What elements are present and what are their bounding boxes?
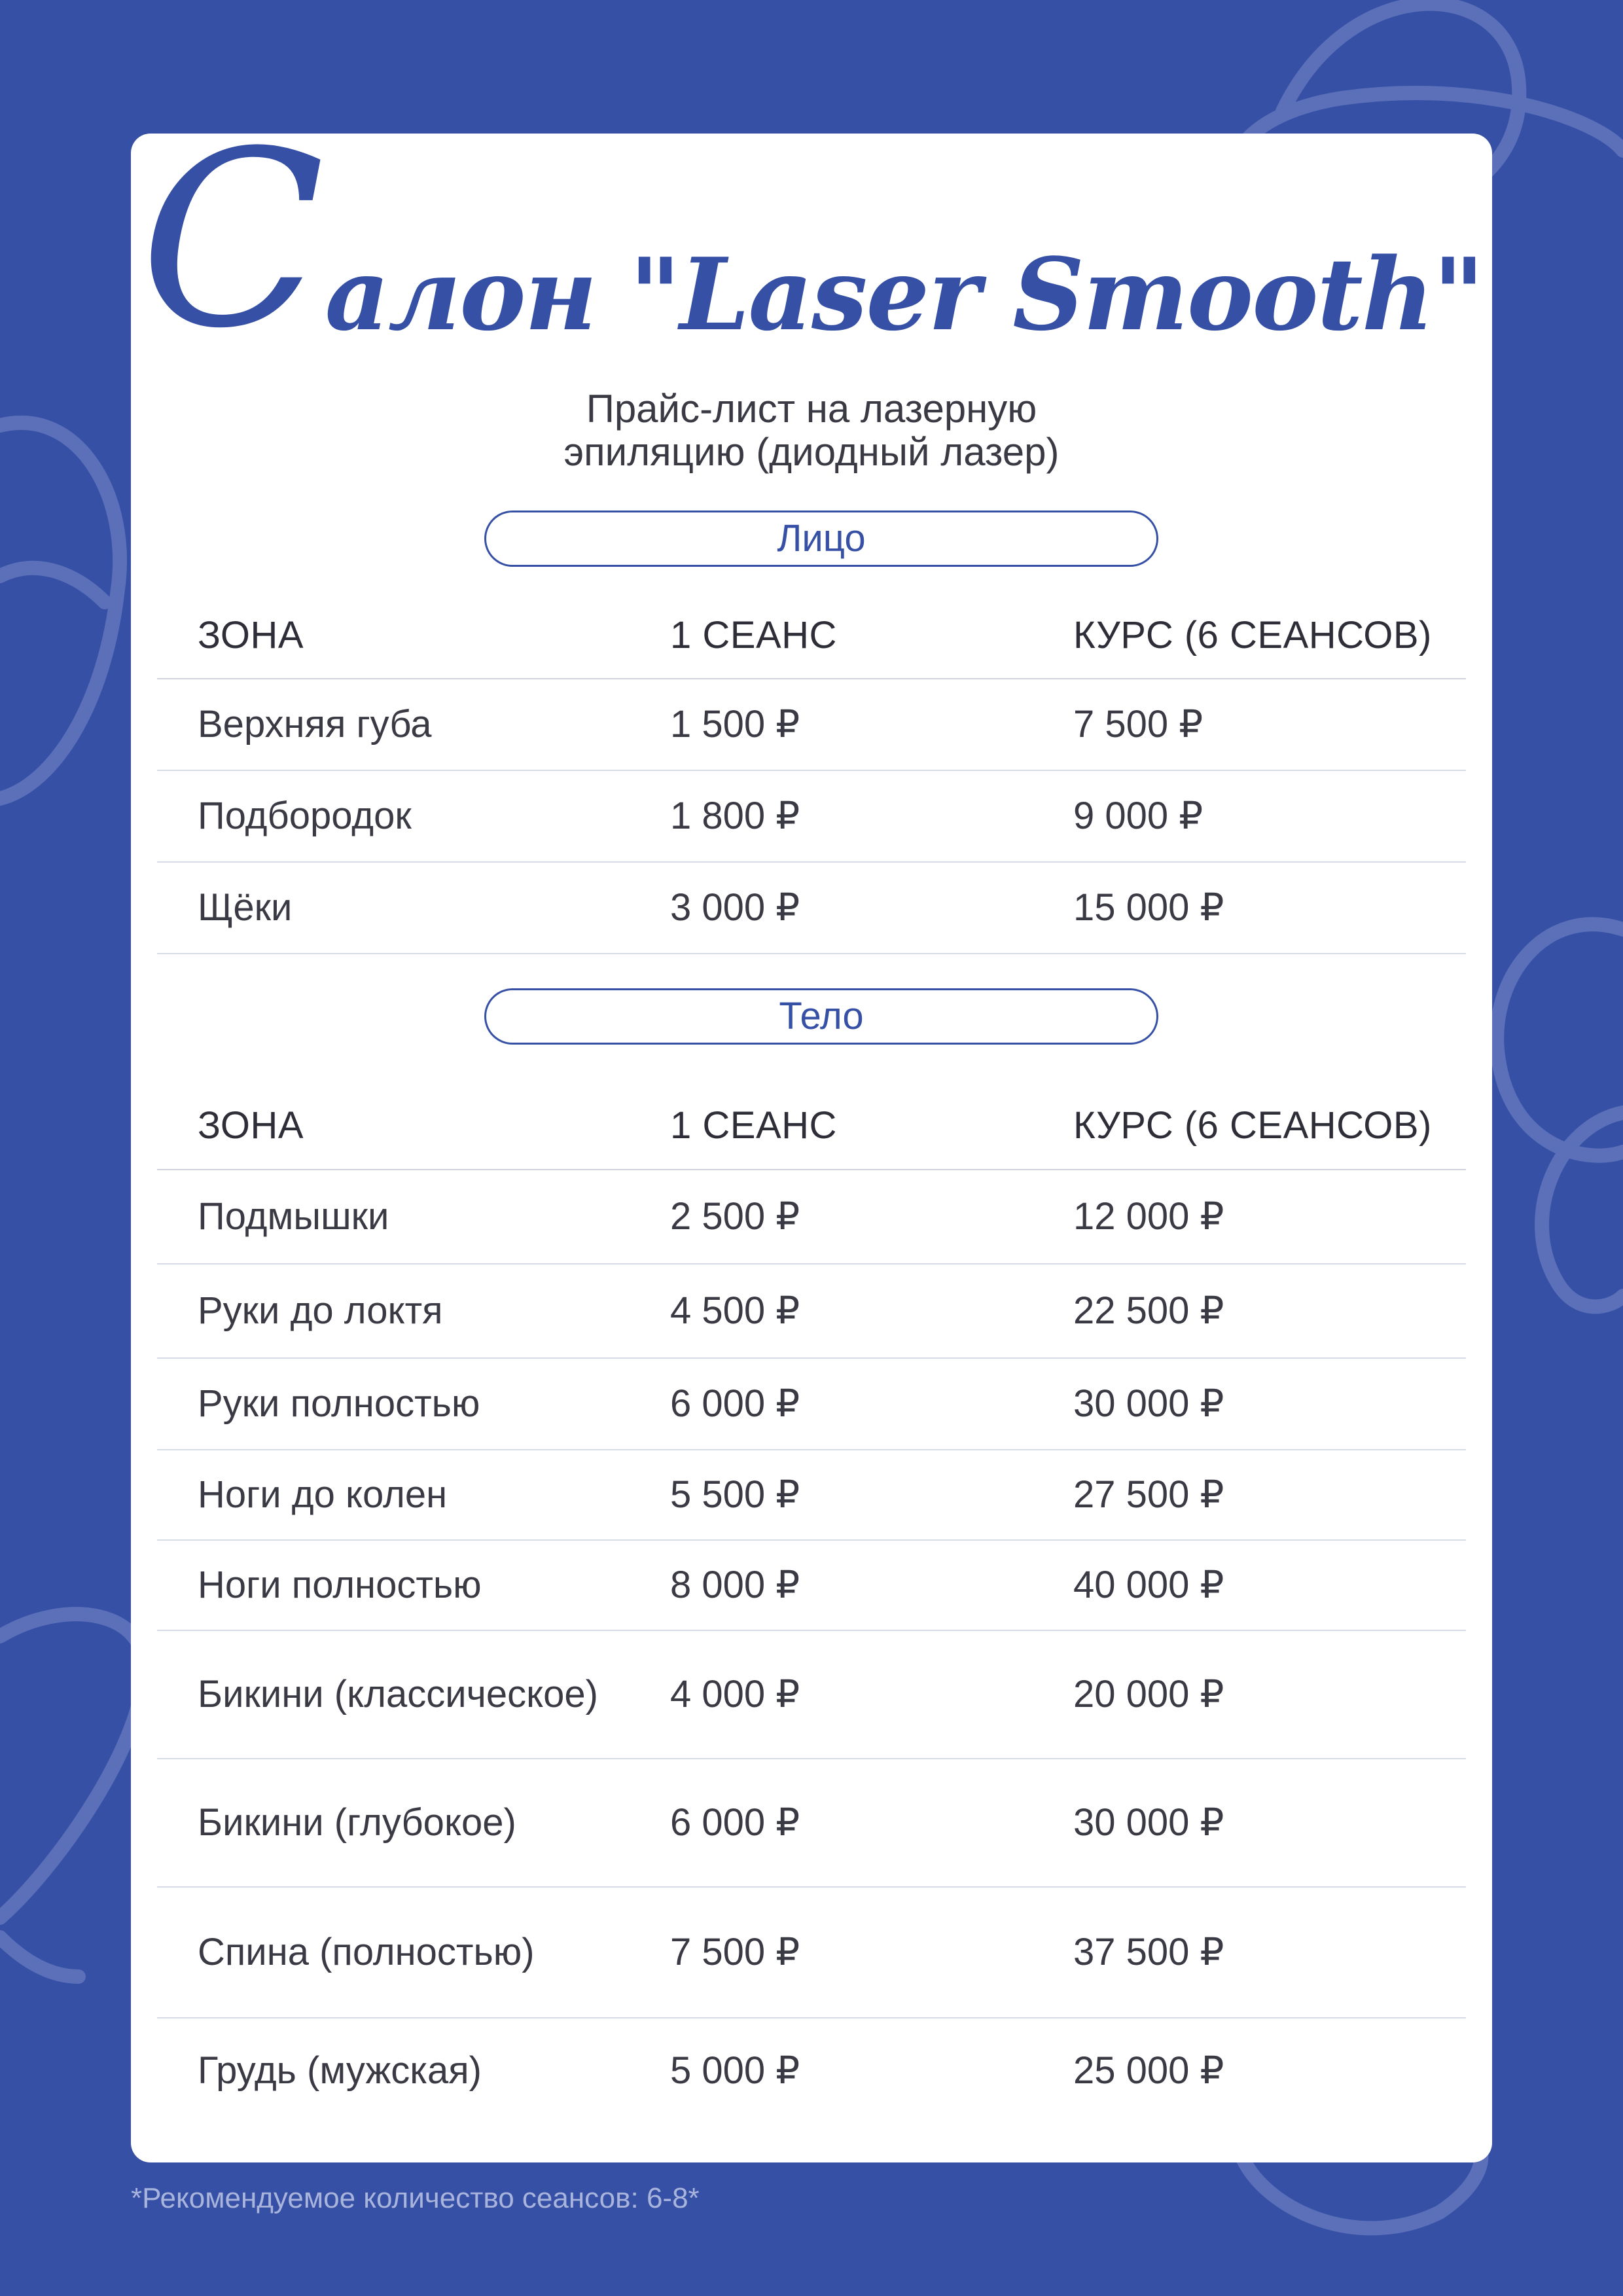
session-price-cell: 8 000 ₽ (670, 1564, 800, 1606)
table-header-body (157, 1083, 1466, 1170)
course-price-cell: 25 000 ₽ (1073, 2049, 1224, 2092)
zone-cell: Щёки (198, 886, 293, 929)
session-price-cell: 3 000 ₽ (670, 886, 800, 929)
zone-cell: Подмышки (198, 1195, 389, 1238)
course-price-cell: 9 000 ₽ (1073, 795, 1204, 837)
price-list-subtitle (131, 387, 1492, 474)
table-row (157, 1759, 1466, 1888)
table-row (157, 679, 1466, 771)
session-price-cell: 4 500 ₽ (670, 1289, 800, 1332)
session-price-cell: 5 500 ₽ (670, 1473, 800, 1516)
session-price-cell: 6 000 ₽ (670, 1382, 800, 1425)
subtitle-line-1: Прайс-лист на лазерную (586, 387, 1037, 431)
header-course: КУРС (6 СЕАНСОВ) (1073, 614, 1432, 656)
session-price-cell: 1 500 ₽ (670, 703, 800, 745)
header-one-session: 1 СЕАНС (670, 614, 837, 656)
zone-cell: Руки полностью (198, 1382, 480, 1425)
zone-cell: Руки до локтя (198, 1289, 443, 1332)
zone-cell: Ноги до колен (198, 1473, 448, 1516)
price-list-card (131, 100, 1492, 2162)
session-price-cell: 1 800 ₽ (670, 795, 800, 837)
zone-cell: Бикини (глубокое) (198, 1801, 516, 1844)
table-row (157, 1541, 1466, 1631)
salon-title-rest: алон "Laser Smooth" (325, 236, 1484, 353)
course-price-cell: 20 000 ₽ (1073, 1673, 1224, 1715)
course-price-cell: 40 000 ₽ (1073, 1564, 1224, 1606)
zone-cell: Грудь (мужская) (198, 2049, 482, 2092)
header-one-session: 1 СЕАНС (670, 1104, 837, 1147)
table-row (157, 1888, 1466, 2018)
zone-cell: Подбородок (198, 795, 412, 837)
header-course: КУРС (6 СЕАНСОВ) (1073, 1104, 1432, 1147)
session-price-cell: 4 000 ₽ (670, 1673, 800, 1715)
course-price-cell: 15 000 ₽ (1073, 886, 1224, 929)
sessions-footnote: *Рекомендуемое количество сеансов: 6-8* (131, 2182, 700, 2214)
zone-cell: Верхняя губа (198, 703, 432, 745)
table-row (157, 863, 1466, 954)
table-row (157, 1265, 1466, 1359)
course-price-cell: 7 500 ₽ (1073, 703, 1204, 745)
header-zone: ЗОНА (198, 1104, 304, 1147)
session-price-cell: 5 000 ₽ (670, 2049, 800, 2092)
zone-cell: Спина (полностью) (198, 1931, 535, 1973)
table-row (157, 2018, 1466, 2123)
session-price-cell: 2 500 ₽ (670, 1195, 800, 1238)
course-price-cell: 30 000 ₽ (1073, 1801, 1224, 1844)
table-row (157, 1359, 1466, 1450)
table-row (157, 771, 1466, 863)
section-heading-body: Тело (484, 988, 1158, 1045)
table-row (157, 1631, 1466, 1759)
table-row (157, 1170, 1466, 1265)
salon-title (131, 100, 1492, 382)
course-price-cell: 37 500 ₽ (1073, 1931, 1224, 1973)
salon-title-initial: С (139, 100, 325, 382)
table-row (157, 1450, 1466, 1541)
section-heading-face: Лицо (484, 511, 1158, 567)
zone-cell: Ноги полностью (198, 1564, 482, 1606)
course-price-cell: 30 000 ₽ (1073, 1382, 1224, 1425)
header-zone: ЗОНА (198, 614, 304, 656)
zone-cell: Бикини (классическое) (198, 1673, 598, 1715)
course-price-cell: 12 000 ₽ (1073, 1195, 1224, 1238)
course-price-cell: 27 500 ₽ (1073, 1473, 1224, 1516)
table-header-face (157, 593, 1466, 679)
session-price-cell: 6 000 ₽ (670, 1801, 800, 1844)
subtitle-line-2: эпиляцию (диодный лазер) (563, 430, 1060, 474)
course-price-cell: 22 500 ₽ (1073, 1289, 1224, 1332)
session-price-cell: 7 500 ₽ (670, 1931, 800, 1973)
